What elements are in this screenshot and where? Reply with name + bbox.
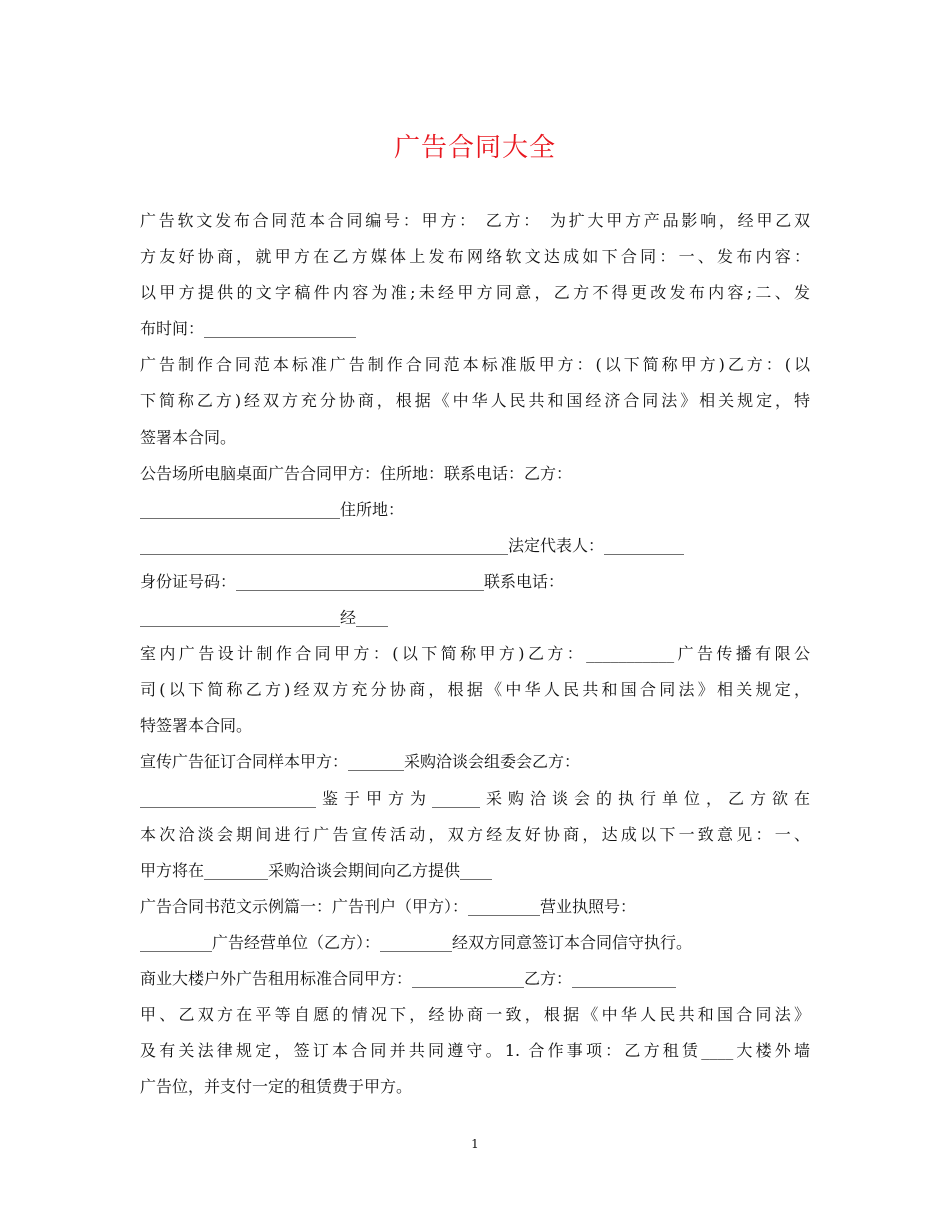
document-body [140,203,810,1105]
text-line: 广告软文发布合同范本合同编号：甲方： 乙方： 为扩大甲方产品影响，经甲乙双 [140,211,810,230]
text-line: 广告合同书范文示例篇一：广告刊户（甲方）：_________营业执照号： [140,896,637,916]
text-line: 广告位，并支付一定的租赁费于甲方。 [140,1077,413,1097]
text-line: 身份证号码：_______________________________联系电话： [140,571,565,591]
text-line: 下简称乙方)经双方充分协商，根据《中华人民共和国经济合同法》相关规定，特 [140,391,810,411]
text-line: 司(以下简称乙方)经双方充分协商，根据《中华人民共和国合同法》相关规定， [140,680,810,700]
text-line: 宣传广告征订合同样本甲方：_______采购洽谈会组委会乙方： [140,752,581,772]
text-line: _________________________住所地： [140,499,405,519]
text-line: 签署本合同。 [140,427,237,447]
text-line: 以甲方提供的文字稿件内容为准;未经甲方同意，乙方不得更改发布内容;二、发 [140,283,810,303]
text-line: 商业大楼户外广告租用标准合同甲方：______________乙方：_____________ [140,968,677,988]
text-line: 公告场所电脑桌面广告合同甲方：住所地：联系电话：乙方： [140,463,573,483]
text-line: 本次洽淡会期间进行广告宣传活动，双方经友好协商，达成以下一致意见：一、 [140,824,810,844]
text-line: 方友好协商，就甲方在乙方媒体上发布网络软文达成如下合同：一、发布内容： [140,247,810,267]
page-number: 1 [471,1137,479,1151]
text-line: 及有关法律规定，签订本合同并共同遵守。1. 合作事项：乙方租赁____大楼外墙 [140,1041,810,1061]
text-line: 甲、乙双方在平等自愿的情况下，经协商一致，根据《中华人民共和国合同法》 [140,1005,810,1025]
text-line: 特签署本合同。 [140,716,253,736]
text-line: 布时间：___________________ [140,319,357,339]
document-title: 广告合同大全 [393,133,556,163]
text-line: 广告制作合同范本标准广告制作合同范本标准版甲方：(以下简称甲方)乙方：(以 [140,355,810,375]
text-line: 室内广告设计制作合同甲方：(以下简称甲方)乙方：___________广告传播有限公 [140,644,810,664]
text-line: ______________________鉴于甲方为______采购洽谈会的执行单位，乙方欲在 [140,788,810,808]
text-line: ______________________________________________法定代表人：__________ [140,535,685,555]
text-line: _________________________经____ [140,608,389,628]
text-line: 甲方将在________采购洽谈会期间向乙方提供____ [140,860,493,880]
text-line: _________广告经营单位（乙方）：_________经双方同意签订本合同信守执行。 [140,932,693,952]
